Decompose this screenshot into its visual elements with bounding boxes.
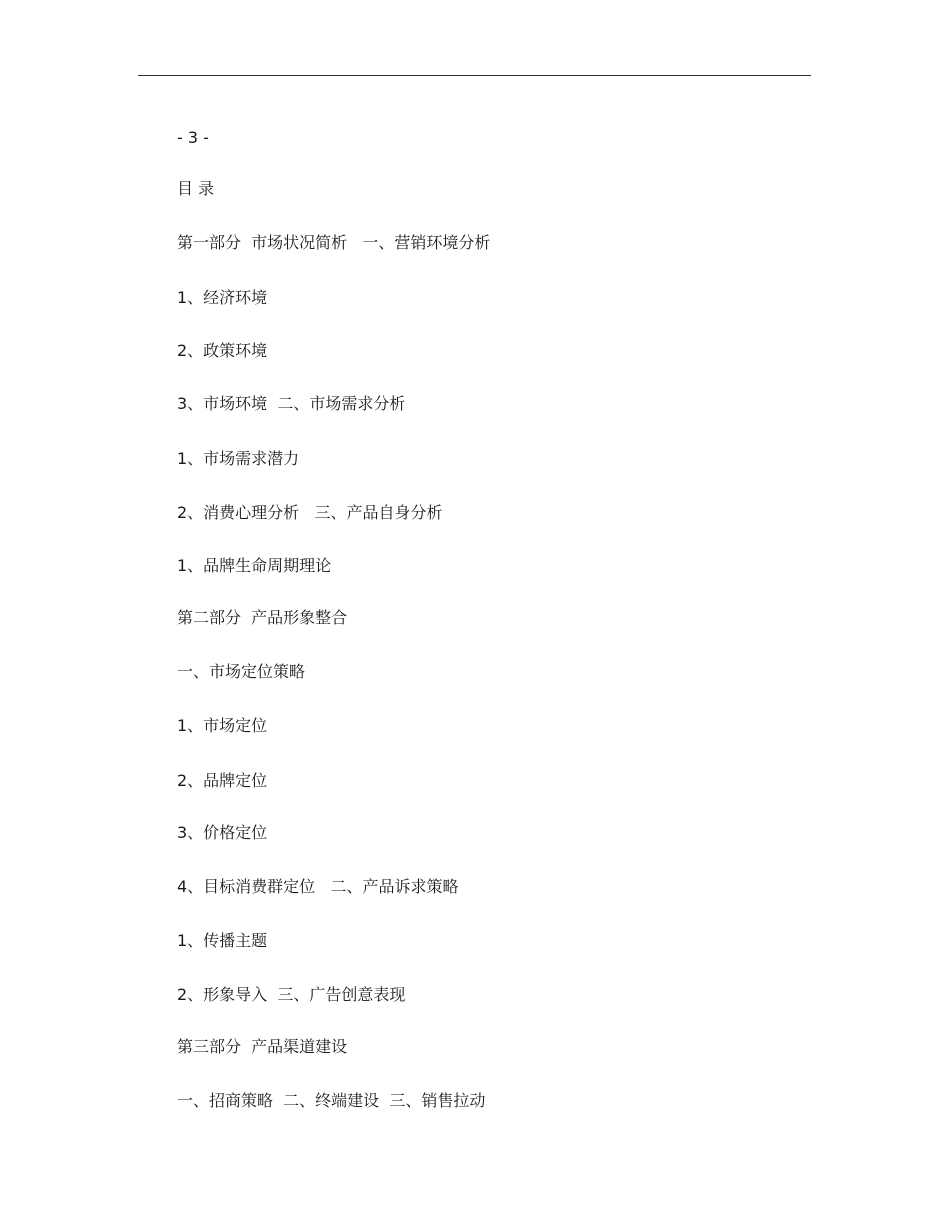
toc-entry: 1、市场需求潜力 [177,449,300,468]
toc-entry: 2、形象导入 三、广告创意表现 [177,985,406,1004]
toc-title: 目 录 [177,179,215,198]
toc-entry: 第三部分 产品渠道建设 [177,1037,348,1056]
toc-entry: 第二部分 产品形象整合 [177,608,348,627]
toc-entry: 一、市场定位策略 [177,662,306,681]
toc-entry: 3、价格定位 [177,823,268,842]
page-number: - 3 - [177,128,209,147]
toc-entry: 1、经济环境 [177,288,268,307]
toc-entry: 1、传播主题 [177,931,268,950]
toc-entry: 4、目标消费群定位 二、产品诉求策略 [177,877,459,896]
toc-entry: 2、消费心理分析 三、产品自身分析 [177,503,443,522]
toc-entry: 3、市场环境 二、市场需求分析 [177,394,406,413]
toc-entry: 1、品牌生命周期理论 [177,556,332,575]
toc-entry: 2、品牌定位 [177,771,268,790]
header-rule [138,75,811,76]
toc-entry: 2、政策环境 [177,341,268,360]
toc-entry: 一、招商策略 二、终端建设 三、销售拉动 [177,1091,486,1110]
toc-entry: 第一部分 市场状况简析 一、营销环境分析 [177,233,491,252]
toc-entry: 1、市场定位 [177,716,268,735]
